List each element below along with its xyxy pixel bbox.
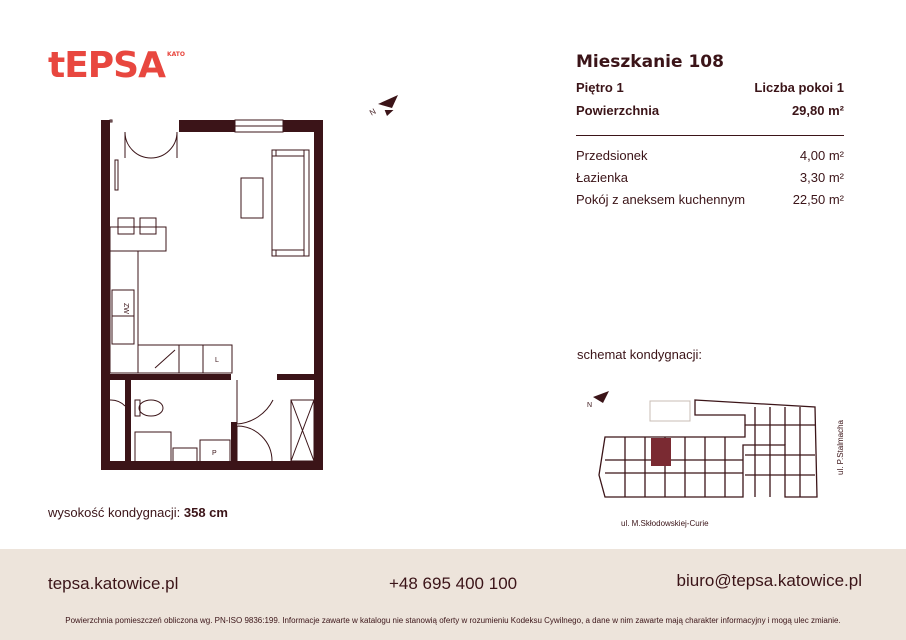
north-arrow-icon <box>368 92 402 118</box>
wall-top-mid <box>179 120 235 132</box>
area-value: 29,80 m² <box>791 103 844 118</box>
footer <box>0 549 906 640</box>
schema-compass-label: N <box>587 402 593 409</box>
street-right: ul. P.Stalmacha <box>836 420 845 475</box>
street-bottom: ul. M.Skłodowskiej-Curie <box>621 519 709 528</box>
floor-schema <box>585 385 830 515</box>
wall-bath-right <box>231 422 237 461</box>
room-area: 22,50 m² <box>792 192 844 207</box>
rooms-count: Liczba pokoi 1 <box>754 80 844 95</box>
floor-row <box>576 80 844 95</box>
wall-left <box>101 120 110 470</box>
schema-label: schemat kondygnacji: <box>577 347 703 362</box>
logo-text: tEPSA <box>48 45 165 86</box>
apartment-title: Mieszkanie 108 <box>576 52 724 72</box>
height-label: wysokość kondygnacji: <box>48 505 181 520</box>
compass-label: N <box>368 106 378 118</box>
area-row <box>576 103 844 118</box>
floor-plan <box>95 110 405 480</box>
website-link[interactable]: tepsa.katowice.pl <box>48 574 179 593</box>
wall-inner-right <box>277 374 314 380</box>
wall-inner-bath <box>110 374 231 380</box>
room-area: 4,00 m² <box>799 148 844 163</box>
wall-right <box>314 120 323 470</box>
room-area: 3,30 m² <box>799 170 844 185</box>
wardrobe-label: P <box>212 450 217 457</box>
room-row <box>576 167 844 189</box>
divider <box>576 135 844 136</box>
fridge-label: ZW <box>122 303 129 314</box>
room-row <box>576 145 844 167</box>
cabinet-label: L <box>215 357 219 364</box>
height-value: 358 cm <box>183 505 228 520</box>
room-row <box>576 189 844 211</box>
room-name: Przedsionek <box>576 148 648 163</box>
room-name: Łazienka <box>576 170 629 185</box>
schema-north-icon <box>593 391 609 403</box>
height-info <box>48 505 228 520</box>
room-name: Pokój z aneksem kuchennym <box>576 192 746 207</box>
disclaimer: Powierzchnia pomieszczeń obliczona wg. PN-ISO 9836:199. Informacje zawarte w katalogu nie stanowią oferty w rozumieniu Kodeksu Cywilnego, a dane w nim zawarte mają charakter informacyjny i mogą ulec zmianie. <box>65 616 841 625</box>
floor-label: Piętro 1 <box>576 80 624 95</box>
apartment-highlight <box>651 438 671 466</box>
apartment-info <box>576 52 844 211</box>
area-label: Powierzchnia <box>576 103 660 118</box>
wall-bath-left <box>125 380 131 461</box>
logo-sub: KATO <box>166 51 186 58</box>
email-link[interactable]: biuro@tepsa.katowice.pl <box>676 571 862 590</box>
phone-link[interactable]: +48 695 400 100 <box>389 574 518 593</box>
tepsa-logo <box>48 45 186 86</box>
